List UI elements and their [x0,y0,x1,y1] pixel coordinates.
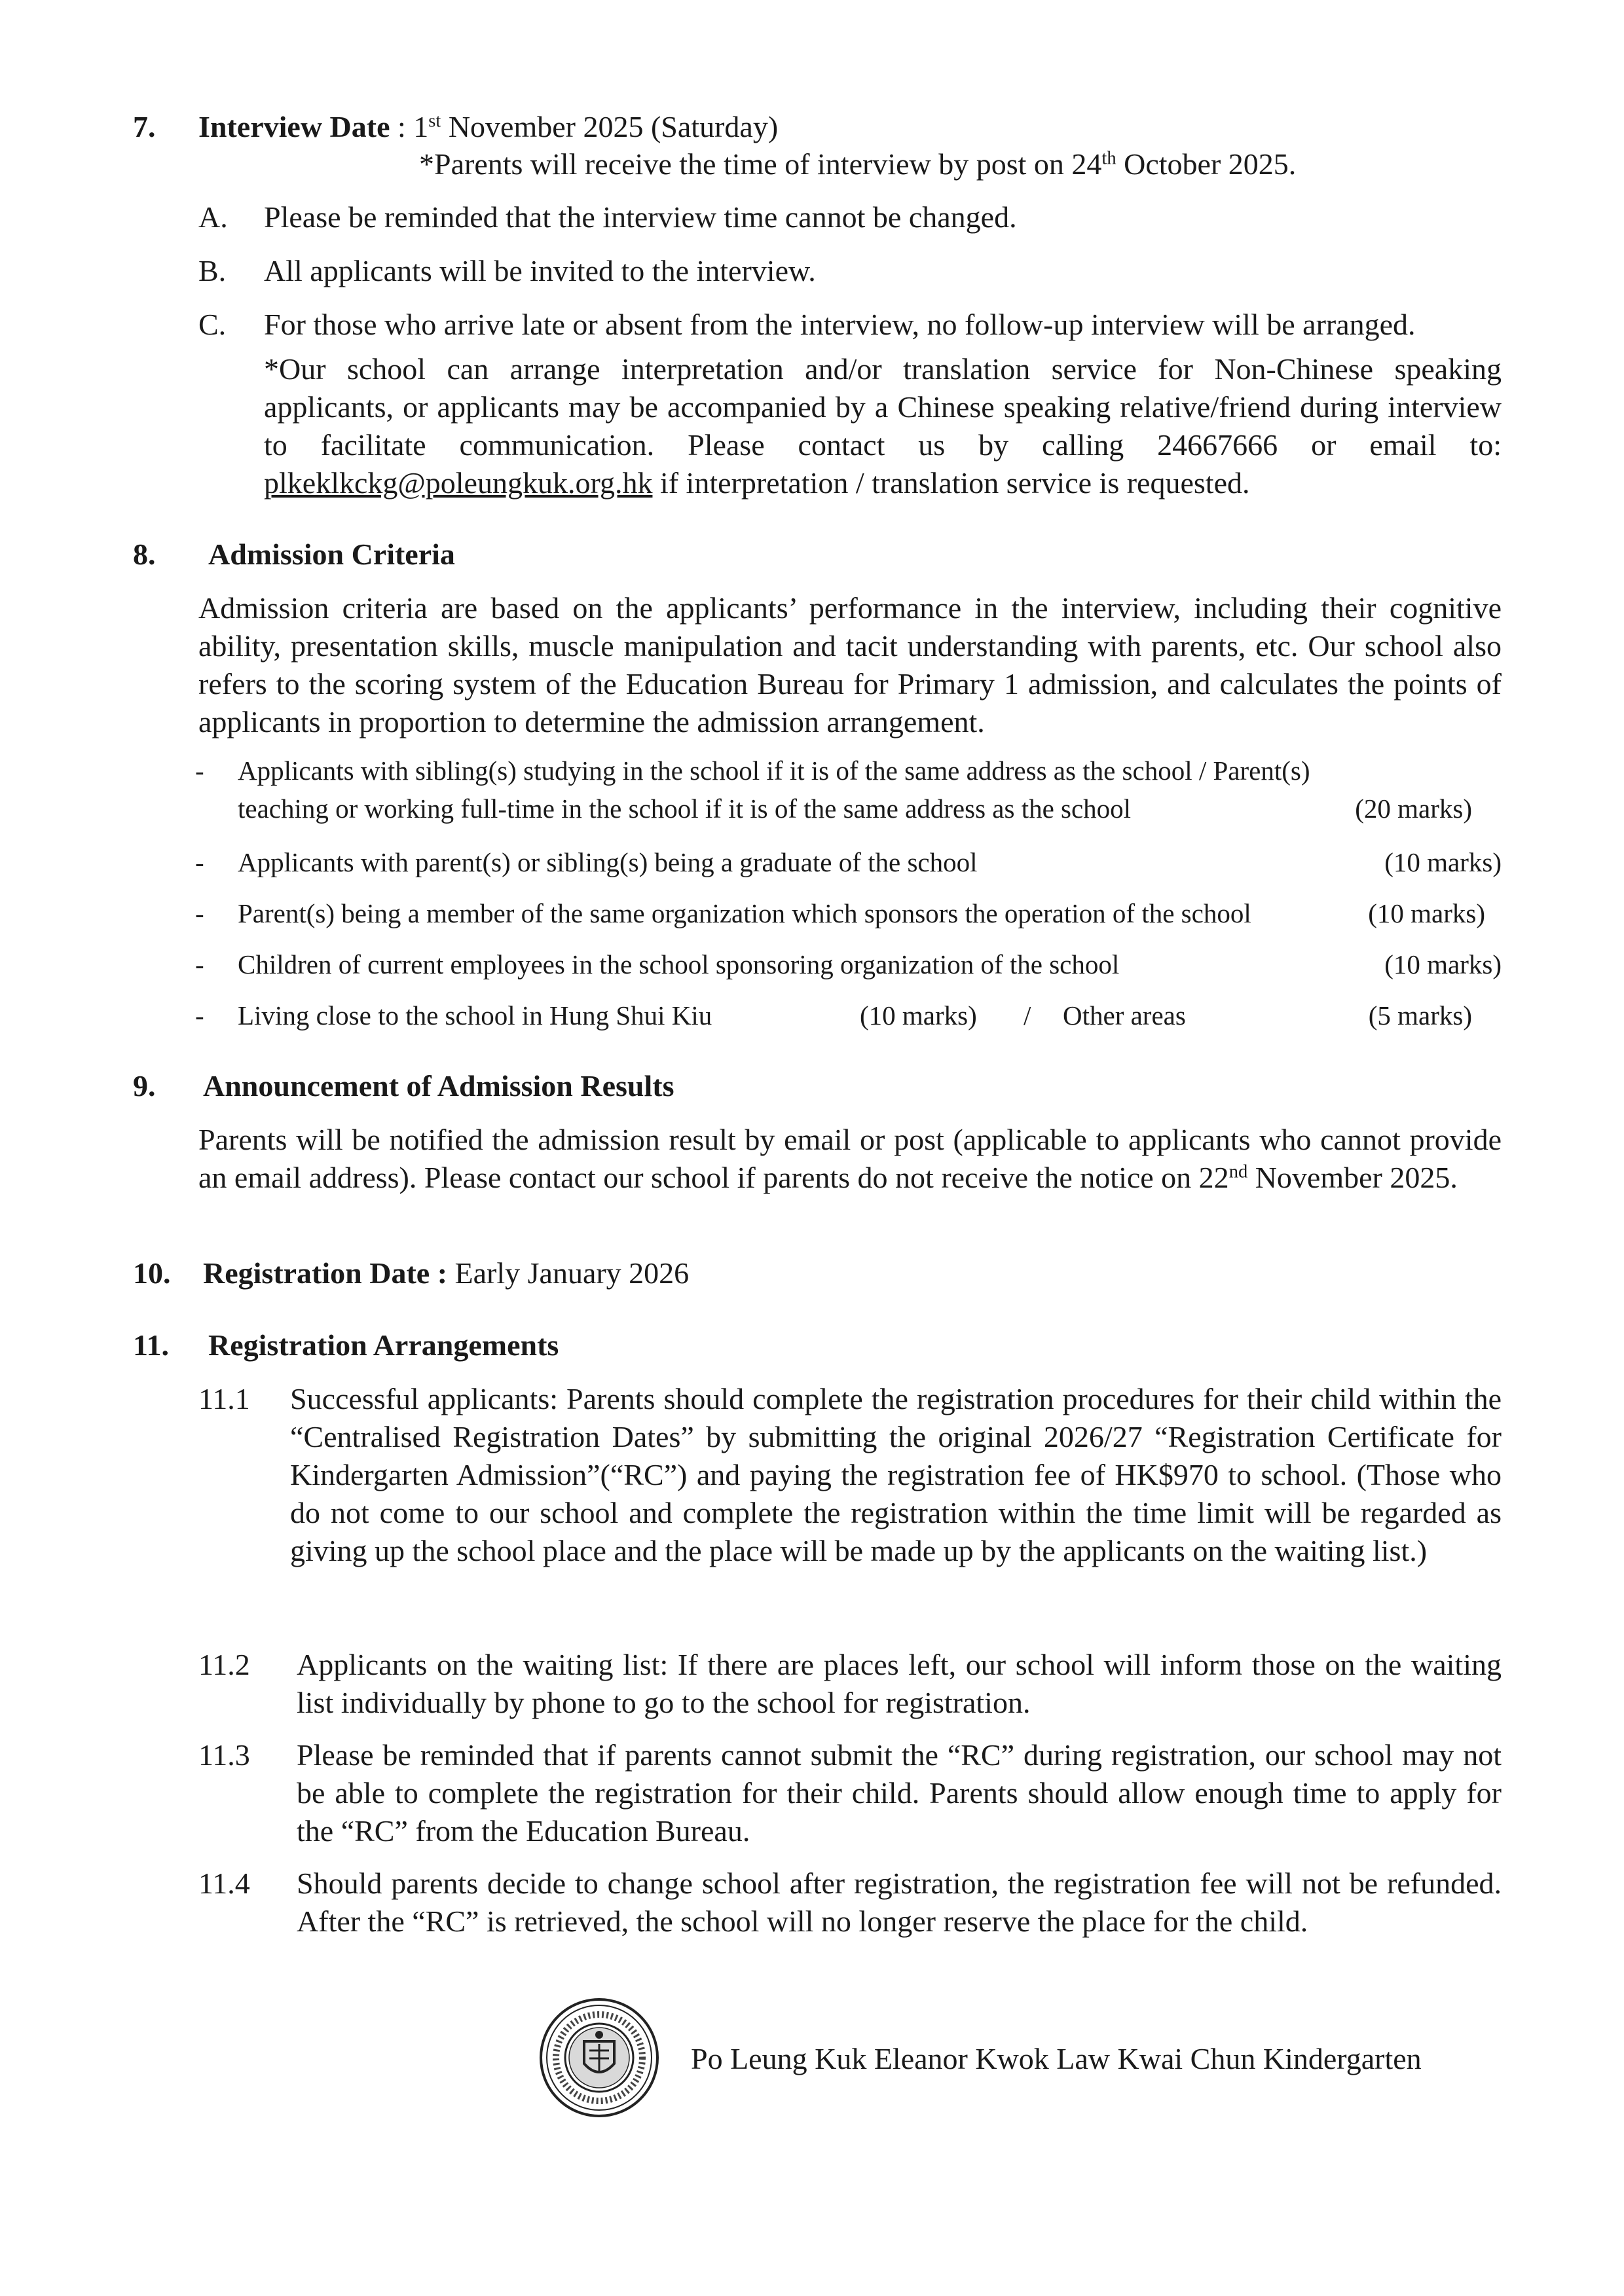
item-11-4-number: 11.4 [198,1867,250,1900]
criterion-2-marks: (10 marks) [1384,847,1502,877]
section-7-label: Interview Date [198,110,390,143]
criterion-5-text: Living close to the school in Hung Shui Kiu [238,1000,712,1030]
criterion-1-marks: (20 marks) [1355,793,1472,824]
criterion-dash: - [195,847,204,877]
item-11-3-text: Please be reminded that if parents cannot submit the “RC” during registration, our school may not be able to complete the registration for their child. Parents should allow enough time to apply for the “RC” from the Education Bureau. [297,1738,1502,1848]
interview-note-text: *Parents will receive the time of interview by post on 24 [419,147,1102,181]
criterion-4-marks: (10 marks) [1384,949,1502,979]
item-a-letter: A. [198,200,228,234]
school-seal-icon [538,1997,660,2119]
item-b-letter: B. [198,254,227,287]
item-c-letter: C. [198,308,227,341]
item-11-4-text: Should parents decide to change school after registration, the registration fee will not be refunded. After the “RC” is retrieved, the school will no longer reserve the place for the child. [297,1867,1502,1938]
interview-note-end: October 2025. [1116,147,1297,181]
interview-date-day: : 1 [390,110,429,143]
school-name-footer: Po Leung Kuk Eleanor Kwok Law Kwai Chun Kindergarten [691,2042,1422,2075]
item-11-1-number: 11.1 [198,1382,250,1415]
section-10-heading [203,1254,689,1292]
criterion-5-separator: / [1024,1000,1031,1030]
criterion-dash: - [195,898,204,928]
section-8-number: 8. [133,538,156,571]
criterion-row-1 [195,752,1502,828]
section-9-heading: Announcement of Admission Results [203,1069,674,1102]
translation-note-text: *Our school can arrange interpretation and/or translation service for Non-Chinese speaking applicants, or applicants may be accompanied by a Chinese speaking relative/friend during interview to facilitate communication. Please contact us by calling 24667666 or email to: [264,352,1502,462]
translation-service-note [264,350,1502,502]
admission-criteria-paragraph: Admission criteria are based on the applicants’ performance in the interview, including their cognitive ability, presentation skills, muscle manipulation and tacit understanding with parents, etc. Our school also refers to the scoring system of the Education Bureau for Primary 1 admission, and calculates the points of applicants in proportion to determine the admission arrangement. [198,591,1502,738]
criterion-dash: - [195,949,204,979]
interview-date-suffix: st [428,111,441,132]
admission-results-paragraph [198,1121,1502,1197]
criterion-3-text: Parent(s) being a member of the same organization which sponsors the operation of the school [238,898,1251,928]
criterion-2-text: Applicants with parent(s) or sibling(s) being a graduate of the school [238,847,978,877]
item-11-1-text: Successful applicants: Parents should complete the registration procedures for their child within the “Centralised Registration Dates” by submitting the original 2026/27 “Registration Certificate for Kindergarten Admission”(“RC”) and paying the registration fee of HK$970 to school. (Those who do not come to our school and complete the registration within the time limit will be regarded as giving up the school place and the place will be made up by the applicants on the waiting list.) [290,1382,1502,1567]
interview-date-rest: November 2025 (Saturday) [441,110,779,143]
interview-note-suffix: th [1101,148,1116,169]
criterion-row-3 [195,894,1502,932]
criterion-5-other-areas: Other areas [1063,1000,1186,1030]
criterion-3-marks: (10 marks) [1368,898,1485,928]
section-7-number: 7. [133,110,156,143]
item-11-2-text: Applicants on the waiting list: If there are places left, our school will inform those on the waiting list individually by phone to go to the school for registration. [297,1648,1502,1719]
criterion-1-line-2: teaching or working full-time in the school if it is of the same address as the school [238,793,1132,824]
criterion-5-marks: (10 marks) [860,1000,977,1030]
item-b-text: All applicants will be invited to the interview. [264,254,816,287]
section-11-number: 11. [133,1328,169,1362]
criterion-row-2 [195,843,1502,881]
criterion-4-text: Children of current employees in the school sponsoring organization of the school [238,949,1120,979]
item-11-2-number: 11.2 [198,1648,250,1681]
criterion-5-other-marks: (5 marks) [1368,1000,1472,1030]
interview-time-note [419,145,1296,183]
criterion-dash: - [195,1000,204,1030]
criterion-row-4 [195,945,1502,983]
school-email-link[interactable]: plkeklkckg@poleungkuk.org.hk [264,466,653,500]
item-c-text: For those who arrive late or absent from the interview, no follow-up interview will be arranged. [264,308,1416,341]
criterion-dash: - [195,756,204,786]
results-text-end: November 2025. [1247,1161,1458,1194]
section-8-heading: Admission Criteria [208,538,455,571]
section-7-heading [198,108,778,146]
results-text: Parents will be notified the admission result by email or post (applicable to applicants who cannot provide an email address). Please contact our school if parents do not receive the notice on 22 [198,1123,1502,1194]
item-11-3-number: 11.3 [198,1738,250,1772]
criterion-1-line-1: Applicants with sibling(s) studying in the school if it is of the same address as the school / Parent(s) [238,756,1310,786]
results-date-suffix: nd [1228,1161,1248,1182]
criterion-row-5 [195,996,1502,1034]
section-11-heading: Registration Arrangements [208,1328,559,1362]
registration-date-value: Early January 2026 [447,1256,690,1290]
section-10-number: 10. [133,1256,171,1290]
item-a-text: Please be reminded that the interview time cannot be changed. [264,200,1017,234]
section-9-number: 9. [133,1069,156,1102]
section-10-label: Registration Date : [203,1256,448,1290]
translation-note-tail: if interpretation / translation service is requested. [652,466,1250,500]
